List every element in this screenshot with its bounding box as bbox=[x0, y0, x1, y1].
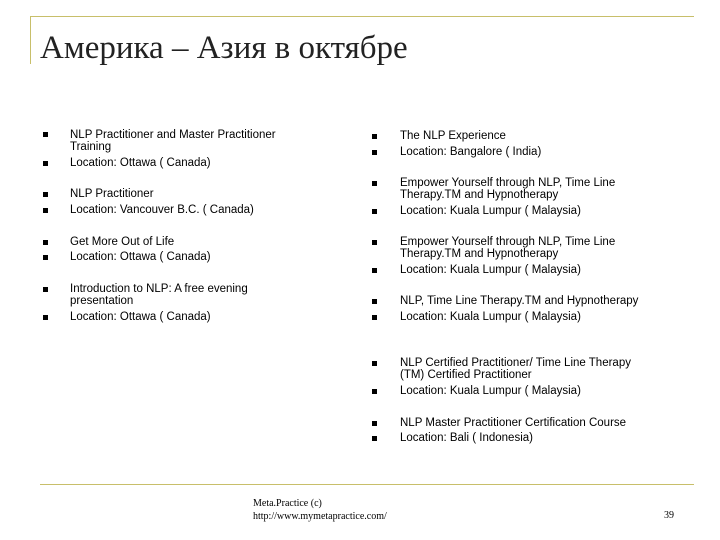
bullet-square-icon bbox=[43, 208, 48, 213]
bullet-square-icon bbox=[372, 181, 377, 186]
item-title-line-1: Empower Yourself through NLP, Time Line bbox=[400, 177, 616, 189]
bottom-rule bbox=[40, 484, 694, 485]
bullet-square-icon bbox=[372, 436, 377, 441]
item-title-line-2: Therapy.TM and Hypnotherapy bbox=[400, 189, 559, 201]
bullet-square-icon bbox=[43, 240, 48, 245]
item-location: Location: Ottawa ( Canada) bbox=[70, 157, 211, 169]
item-title-line-1: The NLP Experience bbox=[400, 130, 506, 142]
item-location: Location: Kuala Lumpur ( Malaysia) bbox=[400, 385, 581, 397]
item-location: Location: Bali ( Indonesia) bbox=[400, 432, 533, 444]
bullet-square-icon bbox=[372, 389, 377, 394]
item-location: Location: Vancouver B.C. ( Canada) bbox=[70, 204, 254, 216]
bullet-square-icon bbox=[372, 240, 377, 245]
item-location: Location: Kuala Lumpur ( Malaysia) bbox=[400, 205, 581, 217]
bullet-square-icon bbox=[43, 132, 48, 137]
item-title-line-1: NLP Master Practitioner Certification Course bbox=[400, 417, 627, 429]
item-location: Location: Ottawa ( Canada) bbox=[70, 311, 211, 323]
item-title-line-1: NLP Practitioner bbox=[70, 188, 154, 200]
bullet-square-icon bbox=[43, 287, 48, 292]
item-title-line-2: Therapy.TM and Hypnotherapy bbox=[400, 248, 559, 260]
footer-url[interactable]: http://www.mymetapractice.com/ bbox=[253, 511, 387, 522]
slide-title: Америка – Азия в октябре bbox=[40, 30, 408, 66]
bullet-square-icon bbox=[372, 361, 377, 366]
item-title-line-1: NLP Practitioner and Master Practitioner bbox=[70, 129, 276, 141]
bullet-square-icon bbox=[372, 268, 377, 273]
item-title-line-2: (TM) Certified Practitioner bbox=[400, 369, 532, 381]
bullet-square-icon bbox=[372, 421, 377, 426]
item-title-line-1: Empower Yourself through NLP, Time Line bbox=[400, 236, 616, 248]
item-location: Location: Bangalore ( India) bbox=[400, 146, 542, 158]
item-title-line-1: NLP Certified Practitioner/ Time Line Therapy bbox=[400, 357, 631, 369]
bullet-square-icon bbox=[43, 315, 48, 320]
bullet-square-icon bbox=[372, 209, 377, 214]
item-title-line-1: NLP, Time Line Therapy.TM and Hypnotherapy bbox=[400, 295, 639, 307]
bullet-square-icon bbox=[43, 255, 48, 260]
item-location: Location: Kuala Lumpur ( Malaysia) bbox=[400, 311, 581, 323]
item-title-line-2: presentation bbox=[70, 295, 134, 307]
item-title-line-2: Training bbox=[70, 141, 112, 153]
top-rule bbox=[30, 16, 694, 17]
left-rule bbox=[30, 16, 31, 64]
bullet-square-icon bbox=[372, 299, 377, 304]
item-location: Location: Ottawa ( Canada) bbox=[70, 251, 211, 263]
bullet-square-icon bbox=[43, 192, 48, 197]
item-title-line-1: Get More Out of Life bbox=[70, 236, 175, 248]
item-location: Location: Kuala Lumpur ( Malaysia) bbox=[400, 264, 581, 276]
item-title-line-1: Introduction to NLP: A free evening bbox=[70, 283, 248, 295]
bullet-square-icon bbox=[43, 161, 48, 166]
footer bbox=[253, 497, 387, 523]
bullet-square-icon bbox=[372, 150, 377, 155]
footer-company: Meta.Practice (c) bbox=[253, 498, 322, 509]
bullet-square-icon bbox=[372, 315, 377, 320]
page-number: 39 bbox=[664, 510, 674, 521]
bullet-square-icon bbox=[372, 134, 377, 139]
